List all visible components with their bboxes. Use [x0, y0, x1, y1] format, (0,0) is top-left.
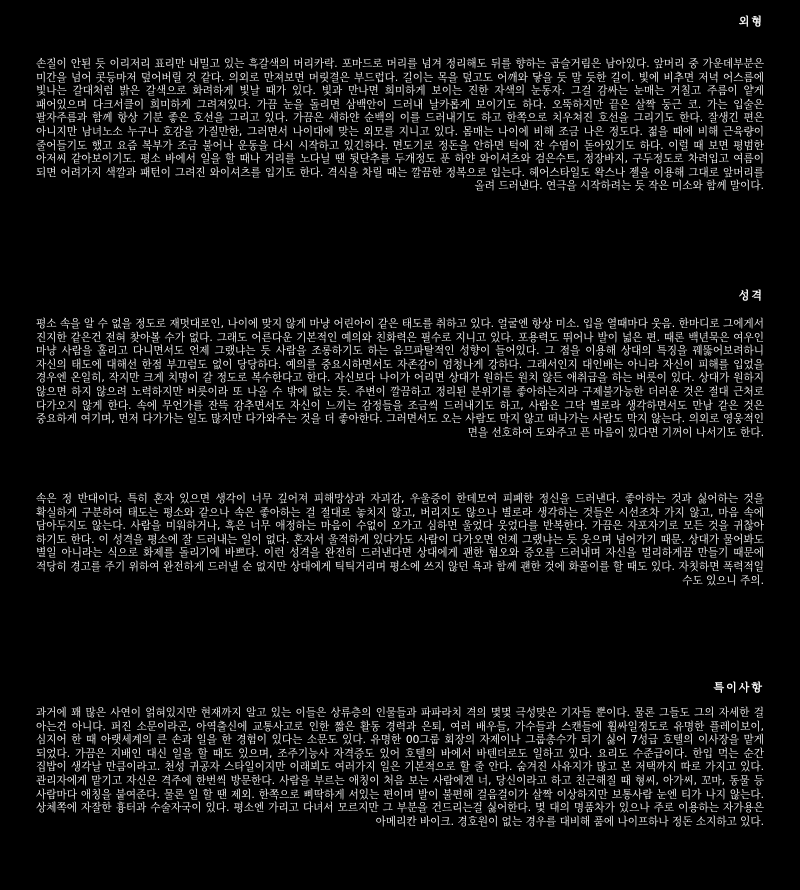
personality-paragraph-1: 평소 속을 알 수 없을 정도로 재멋대로인, 나이에 맞지 않게 마냥 어린아이 같은 태도를 취하고 있다. 얼굴엔 항상 미소. 입을 열때마다 웃음. 한마디로 그에게서 진지한 같은건 전혀 찾아볼 수가 없다. 그래도 어른다운 기본적인 예의와 친화력은 필수로 지니고 있다. 포용력도 뛰어나 발이 넓은 편. 때론 백년묵은 여우인 마냥 사람을 홀리고 다니면서도 언제 그랬냐는 듯 사람을 조롱하기도 하는 음므파탈적인 성향이 들어있다. 그 점을 이용해 상대의 특징을 꿰뚫어보려하니 자신의 태도에 대해선 한점 부끄럼도 없이 당당하다. 예의를 중요시하면서도 자존감이 엄청나게 강하다. 그래서인지 대인배는 아니라 자신이 피해를 입었을 경우엔 온일히, 작지만 크게 치명이 갈 정도로 복수한다고 한다. 자신보다 나이가 어리면 상대가 원하든 원치 않든 애취급을 하는 버릇이 있다. 상대가 원하지 않으면 하지 않으려 노력하지만 버릇이라 또 나올 수 밖에 없는 듯. 주변이 깔끔하고 정리된 분위기를 좋아하는지라 구제불가능한 더러운 것은 절대 근처로 다가오지 않게 한다. 속에 무언가를 잔뜩 감추면서도 자신이 느끼는 감정들을 조금씩 드러내기도 하고, 사람은 그닥 별로라 생각하면서도 만남 같은 것은 중요하게 여기며, 먼저 다가가는 일도 많지만 다가와주는 것을 더 좋아한다. 그러면서도 오는 사람도 막지 않고 떠나가는 사람도 막지 않는다. 의외로 영웅적인 면을 선호하여 도와주고 픈 마음이 있다면 기꺼이 나서기도 한다. — [36, 318, 764, 439]
section-heading-personality: 성격 — [738, 289, 764, 302]
section-heading-appearance: 외형 — [738, 15, 764, 28]
section-heading-notes: 특이사항 — [713, 681, 764, 694]
personality-paragraph-2: 속은 정 반대이다. 특히 혼자 있으면 생각이 너무 깊어져 피해망상과 자괴감, 우울증이 한데모여 피폐한 정신을 드러낸다. 좋아하는 것과 싫어하는 것을 확실하게 구분하여 태도는 평소와 같으나 속은 좋아하는 걸 절대로 놓치지 않고, 버리지도 않으나 별로라 생각하는 것들은 시선조차 가지 않고, 마음 속에 담아두지도 않는다. 사람을 미워하거나, 혹은 너무 애정하는 마음이 수없이 오가고 심하면 울었다 웃었다를 반복한다. 가끔은 자포자기로 모든 것을 귀찮아 하기도 한다. 이 성격을 평소에 잘 드러내는 일이 없다. 혼자서 울적하게 있다가도 사람이 다가오면 언제 그랬냐는 듯 웃으며 넘어가기 때문. 상대가 물어봐도 별일 아니라는 식으로 화제를 돌리기에 바쁘다. 이런 성격을 완전히 드러낸다면 상대에게 괜한 혐오와 증오를 드러내며 자신을 멀리하게끔 만들기 때문에 적당히 경고를 주기 위하여 완전하게 드러낼 순 없지만 상대에게 틱틱거리며 평소에 쓰지 않던 욕과 함께 괜한 것에 화풀이를 할 때도 있다. 자칫하면 폭력적일 수도 있으니 주의. — [36, 493, 764, 587]
appearance-paragraph: 손질이 안된 듯 이리저리 표리만 내밀고 있는 흑갈색의 머리카락. 포마드로 머리를 넘겨 정리해도 뒤를 향하는 곱슬거림은 남아있다. 앞머리 중 가운데부분은 미간을 넘어 콧등마저 덮어버릴 것 같다. 의외로 만져보면 머릿결은 부드럽다. 길이는 목을 덮고도 어깨와 닿을 듯 말 듯한 길이. 빛에 비추면 저녁 어스름에 빛나는 갈대처럼 밝은 갈색으로 화려하게 빛날 때가 있다. 빛과 만나면 희미하게 보이는 진한 자색의 눈동자. 그걸 감싸는 눈매는 거칠고 주름이 얕게 패어있으며 다크서클이 희미하게 그려져있다. 가끔 눈을 돌리면 삼백안이 드러내 날카롭게 보이기도 하다. 오뚝하지만 끝은 살짝 둥근 코. 가는 입술은 팔자주름과 함께 항상 기분 좋은 호선을 그리고 있다. 가끔은 새하얀 순백의 이를 드러내기도 하고 한쪽으로 치우쳐진 호선을 그리기도 한다. 잘생긴 편은 아니지만 남녀노소 누구나 호감을 가질만한, 그러면서 나이대에 맞는 외모를 지니고 있다. 몸매는 나이에 비해 조금 나은 정도다. 젊을 때에 비해 근육량이 줄어들기도 했고 요즘 복부가 조금 불어나 운동을 다시 시작하고 있긴하다. 면도기로 정돈을 안하면 턱에 잔 수염이 돋아있기도 하다. 이럴 때 보면 평범한 아저씨 같아보이기도. 평소 바에서 일을 할 때나 거리를 노다닐 땐 뒷단추를 두개정도 푼 하얀 와이셔츠와 검은수트, 정장바지, 구두정도로 차려입고 여름이 되면 어려가지 색깔과 패턴이 그려진 와이셔츠를 입기도 한다. 격식을 차릴 때는 깔끔한 정복으로 입는다. 헤어스타일도 왁스나 젤을 이용해 그대로 앞머리를 올려 드러낸다. 연극을 시작하려는 듯 작은 미소와 함께 말이다. — [36, 58, 764, 193]
notes-paragraph: 과거에 꽤 많은 사연이 얽혀있지만 현재까지 알고 있는 이들은 상류층의 인물들과 파파라치 격의 몇몇 극성맞은 기자들 뿐이다. 물론 그들도 그의 자세한 걸 아는건 아니다. 퍼진 소문이라곤, 아역출신에 교통사고로 인한 짧은 활동 경력과 은퇴, 여러 배우들, 가수들과 스캔들에 휩싸일정도로 유명한 플레이보이, 심지어 한 때 아랫세계의 큰 손과 일을 한 경험이 있다는 소문도 있다. 유명한 00그룹 회장의 자제이나 그룹총수가 되기 싫어 7성급 호텔의 이사장을 맡게 되었다. 가끔은 지배인 대신 일을 할 때도 있으며, 조주기능사 자격증도 있어 호텔의 바에서 바텐더로도 일하고 있다. 요리도 수준급이다. 한입 먹는 순간 집밥이 생각날 만큼이라고. 천성 귀공자 스타일이지만 이래뵈도 여러가지 일은 기본적으로 할 줄 안다. 숨겨진 사유지가 많고 본 저택까지 따로 가지고 있다. 관리자에게 맡기고 자신은 격주에 한번씩 방문한다. 사람을 부르는 애칭이 처음 보는 사람에겐 너, 당신이라고 하고 친근해질 때 형씨, 아가씨, 꼬마, 동물 등 사람마다 애칭을 붙여준다. 물론 일 할 땐 제외. 한쪽으로 삐딱하게 서있는 편이며 발이 불편해 걸음걸이가 살짝 이상하지만 보통사람 눈엔 티가 나지 않는다. 상체쪽에 자잘한 흉터과 수술자국이 있다. 평소엔 가리고 다녀서 모르지만 그 부분을 건드리는걸 싫어한다. 몇 대의 명품차가 있으나 주로 이용하는 자가용은 아메리칸 바이크. 경호원이 없는 경우를 대비해 품에 나이프하나 정돈 소지하고 있다. — [36, 707, 764, 828]
